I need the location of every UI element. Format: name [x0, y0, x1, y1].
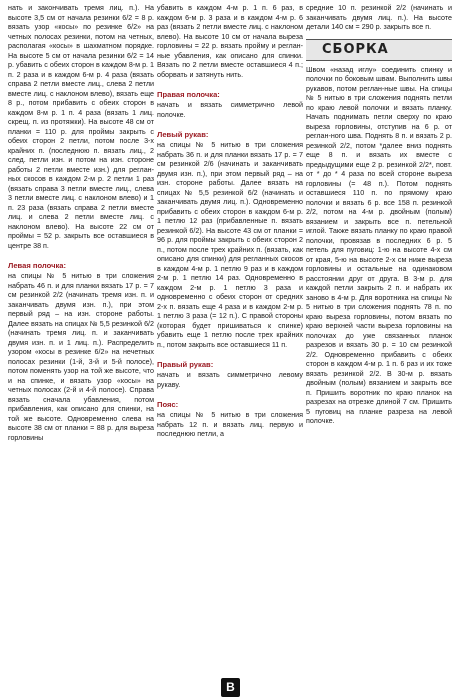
right-front-heading: Правая полочка:	[157, 90, 220, 99]
assembly-text: Швом «назад иглу» соединить спинку и полочки по боковым швам. Выполнить швы рукавов, потом реглан-ные швы. На спицы № 5 нитью в три сложения поднять петли по краю левой полочки и вязать планку. Начать поднимать петли сверху по краю выреза горловины, отступив на 6 р. от реглан-ного шва. Поднять 8 п. и вязать 2 р. резинкой 2/2, потом *далее вниз поднять еще 8 п. и вязать их вместе с предыдущими еще 2 р. резинкой 2/2*, повт. от * до * 4 раза по всей стороне выреза горловины (= 48 п.). Потом поднять оставшиеся 110 п. по прямому краю полочки и вязать 6 р. все 158 п. резинкой 2/2, потом на 4-м р. двойным (полым) вязанием и закрыть все п. петельной иглой. Также вязать планку по краю правой полочки, провязав в последних 6 р. 5 петель для пуговиц: 1-ю на высоте 4-х см от края, 5-ю на высоте 2-х см ниже выреза горловины и остальные на одинаковом расстоянии друг от друга. В 3-м р. для каждой петли закрыть 2 п. и набрать их заново в 4-м р. Для воротника на спицы № 5 нитью в три сложения поднять 78 п. по краю выреза горловины, потом вязать по краю верхней части выреза горловины на полочках до уже связанных планок разрезов и вязать 30 р. = 10 см резинкой 2/2. Одновременно прибавить с обеих сторон в каждом 4-м р. 1 п. 6 раз и их тоже вязать резинкой 2/2. В 30-м р. вязать двойным (полым) вязанием и закрыть все п. Пришить воротник по краю планок на разрезах на отрезке длиной 7 см. Пришить 5 пуговиц на планке разреза на левой полочке.	[306, 65, 452, 425]
assembly-section-header	[306, 39, 452, 61]
left-sleeve-text: на спицы № 5 нитью в три сложения набрать 36 п. и для планки вязать 17 р. = 7 см резинкой 2/6 (начинать и заканчивать двумя изн. п.), при этом первый ряд – на изн. стороне работы. Далее вязать на спицах № 5,5 резинкой 6/2 (начинать и заканчивать двумя лиц. п.). Одновременно прибавить с обеих сторон в каждом 6-м р. 1 петлю 12 раз (прибавленные п. вязать резинкой 6/2). На высоте 43 см от планки = 96 р. для проймы закрыть с обеих сторон 2 п., потом после трех крайних п. (вязать, как описано для спинки) для регланных скосов в каждом 4-м р. 1 петлю 9 раз и в каждом 2-м р. 1 петлю 14 раз. Одновременно в каждом 2-м р. 1 петлю 3 раза и одновременно с обеих сторон от средних 2-х п. вязать еще 4 раза и в каждом 2-м р. 1 петлю 3 раза (= 12 п.). С правой стороны (которая будет пришиваться к спинке) убавить еще 1 петлю после трех крайних п., потом закрыть все оставшиеся 11 п.	[157, 141, 303, 349]
left-sleeve-heading: Левый рукав:	[157, 130, 209, 139]
belt-heading: Пояс:	[157, 400, 179, 409]
assembly-section-title: СБОРКА	[322, 41, 389, 57]
belt-continued-text: средние 10 п. резинкой 2/2 (начинать и заканчивать двумя лиц. п.). На высоте детали 140 см = 290 р. закрыть все п.	[306, 4, 452, 31]
back-instructions-text: нать и закончивать тремя лиц. п.). На высоте 3,5 см от начала резинки 6/2 = 8 р. вязать узор «косы» по резинке 6/2» на четных полосах резинки, потом на четных, располагая «косы» в шахматном порядке. На высоте 5 см от начала резинки 6/2 = 14 р. убавить с обеих сторон в каждом 8-м р. 1 п. 2 раза и в каждом 6-м р. 4 раза (вязать справа 2 петли вместе лиц., слева 2 петли вместе лиц. с наклоном влево), вязать еще 8 р., потом прибавить с обеих сторон в каждом 8-м р. 1 п. 4 раза (вязать 1 лиц. скрещ. п. из протяжки). На высоте 48 см от планки = 110 р. для проймы закрыть с обеих сторон 2 петли, потом после 3-х крайних п. (последнюю п. вязать лиц., 2 след. петли изн. и потом на изн. стороне работы 2 петли вместе изн.) для реглан-ных скосов в каждом 2-м р. 2 петли 1 раз (вязать справа 3 петли вместе лиц., слева 3 петли вместе лиц. с наклоном влево) и 1 п. 23 раза (вязать справа 2 петли вместе лиц. и слева 2 петли вместе лиц. с наклоном влево). На высоте 22 см от проймы = 52 р. закрыть все оставшиеся в центре 38 п.	[8, 4, 154, 250]
right-front-text: начать и вязать симметрично левой полочке.	[157, 101, 303, 119]
left-front-heading: Левая полочка:	[8, 261, 67, 270]
text-column-3	[306, 4, 452, 675]
left-front-continued-text: убавить в каждом 4-м р. 1 п. 6 раз, в каждом 6-м р. 3 раза и в каждом 4-м р. 6 раз (вязать 2 петли вместе лиц. с наклоном влево). На высоте 10 см от начала выреза горловины = 22 р. вязать пройму и реглан-ные убавления, как описано для спинки. Вязать по 2 петли вместе оставшиеся 4 п.; оборвать и затянуть нить.	[157, 4, 303, 79]
left-front-text: на спицы № 5 нитью в три сложения набрать 46 п. и для планки вязать 17 р. = 7 см резинкой 2/2 (начинать тремя изн. п. и заканчивать двумя изн. п.), при этом первый ряд – на изн. стороне работы. Далее вязать на спицах № 5,5 резинкой 6/2 (начинать тремя лиц. п. и заканчивать двумя изн. п. и 1 лиц. п.). Распределить узором «косы в резинке 6/2» на нечетных полосах резинки (1-й, 3-й и 5-й полосе), потом поменять узор на той же высоте, что и на спинке, и вязать узор «косы» на четных полосах (2-й и 4-й полосе). Справа вязать сначала убавления, потом прибавления, как описано для спинки, на той же высоте. Одновременно слева на высоте 38 см от планки = 88 р. для выреза горловины	[8, 272, 154, 442]
page-badge: В	[221, 678, 240, 697]
text-column-2	[157, 4, 303, 675]
right-sleeve-text: начать и вязать симметрично левому рукаву.	[157, 371, 303, 389]
right-sleeve-heading: Правый рукав:	[157, 360, 214, 369]
text-column-1	[8, 4, 154, 675]
belt-text: на спицы № 5 нитью в три сложения набрать 12 п. и вязать лиц. первую и последнюю петли, а	[157, 411, 303, 438]
